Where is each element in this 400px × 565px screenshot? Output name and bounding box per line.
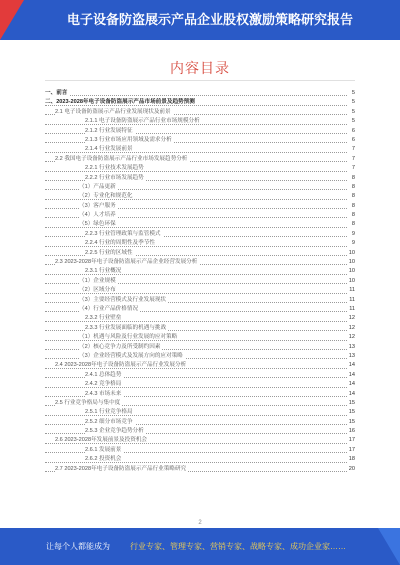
toc-entry[interactable]: [45, 239, 355, 248]
toc-entry-label: （3）企业经营模式及发展方向的应对策略: [79, 352, 183, 359]
toc-entry[interactable]: [45, 249, 355, 258]
toc-entry[interactable]: [45, 408, 355, 417]
footer-slogan-right: 行业专家、管理专家、营销专家、战略专家、成功企业家……: [130, 542, 346, 551]
toc-entry-page: 6: [350, 136, 355, 145]
toc-entry[interactable]: [45, 380, 355, 389]
toc-entry-page: 14: [347, 371, 355, 380]
toc-entry-label: （4）人才培养: [79, 212, 116, 219]
toc-entry-page: 16: [347, 427, 355, 436]
toc-entry-page: 8: [350, 211, 355, 220]
toc-entry-page: 15: [347, 399, 355, 408]
document-title: 电子设备防盗展示产品企业股权激励策略研究报告: [66, 12, 353, 27]
toc-entry-page: 10: [347, 277, 355, 286]
toc-entry[interactable]: [45, 145, 355, 154]
toc-entry-page: 14: [347, 380, 355, 389]
toc-entry[interactable]: [45, 202, 355, 211]
toc-entry-label: 2.4 2023-2028年电子设备防盗展示产品行业发展分析: [55, 362, 187, 369]
page-number: 2: [198, 520, 202, 526]
toc-entry[interactable]: [45, 164, 355, 173]
toc-entry-label: 2.4.3 市场未来: [85, 390, 122, 397]
toc-entry-page: 12: [347, 314, 355, 323]
toc-entry[interactable]: [45, 230, 355, 239]
footer-accent: [378, 528, 400, 565]
toc-entry-page: 8: [350, 183, 355, 192]
toc-entry-page: 17: [347, 436, 355, 445]
toc-entry[interactable]: [45, 98, 355, 107]
toc-entry-label: 2.1.1 电子设备防盗展示产品行业市场规模分析: [85, 118, 200, 125]
toc-entry[interactable]: [45, 220, 355, 229]
toc-entry-label: （4）行业产品价格情况: [79, 305, 139, 312]
toc-entry-page: 5: [350, 117, 355, 126]
toc-entry-page: 8: [350, 220, 355, 229]
toc-entry-label: （1）机遇与风险及行业发展的应对策略: [79, 334, 178, 341]
toc-entry[interactable]: [45, 89, 355, 98]
toc-entry-page: 11: [347, 305, 355, 314]
toc-entry-label: （3）主要经营模式及行业发展现状: [79, 296, 167, 303]
toc-entry-page: 10: [347, 258, 355, 267]
toc-entry[interactable]: [45, 333, 355, 342]
header-banner: [0, 0, 400, 40]
toc-entry-label: （5）绿色环保: [79, 221, 116, 228]
toc-entry[interactable]: [45, 192, 355, 201]
toc-entry-label: 2.1.3 行业市场应用领域及需求分析: [85, 136, 172, 143]
toc-leader-dots: [45, 227, 347, 228]
toc-entry-page: 15: [347, 418, 355, 427]
toc-entry-label: 2.3 2023-2028年电子设备防盗展示产品企业经营发展分析: [55, 259, 198, 266]
toc-entry-page: 14: [347, 361, 355, 370]
toc-entry-label: （3）客户服务: [79, 202, 116, 209]
toc-entry[interactable]: [45, 286, 355, 295]
toc-divider: [45, 80, 355, 81]
toc-entry-page: 14: [347, 390, 355, 399]
toc-entry[interactable]: [45, 305, 355, 314]
toc-entry-label: （2）核心竞争力及所受制约因素: [79, 343, 161, 350]
toc-entry[interactable]: [45, 117, 355, 126]
toc-entry[interactable]: [45, 352, 355, 361]
toc-entry[interactable]: [45, 399, 355, 408]
toc-entry[interactable]: [45, 108, 355, 117]
toc-entry[interactable]: [45, 258, 355, 267]
toc-entry[interactable]: [45, 446, 355, 455]
toc-entry-label: 2.2.5 行业的区域性: [85, 249, 133, 256]
toc-entry-label: 2.3.3 行业发展面临的机遇与挑战: [85, 324, 167, 331]
toc-entry-page: 10: [347, 249, 355, 258]
header-red-accent: [0, 0, 24, 40]
toc-entry-label: 2.5 行业竞争格局与集中度: [55, 399, 121, 406]
toc-entry-page: 5: [350, 98, 355, 107]
toc-entry-page: 8: [350, 202, 355, 211]
toc-entry-label: （2）区域分布: [79, 287, 116, 294]
toc-entry-page: 7: [350, 164, 355, 173]
toc-entry-label: 2.7 2023-2028年电子设备防盗展示产品行业策略研究: [55, 465, 187, 472]
toc-entry-label: 2.6.1 发展前景: [85, 446, 122, 453]
toc-entry[interactable]: [45, 371, 355, 380]
toc-entry-page: 8: [350, 192, 355, 201]
toc-entry-page: 13: [347, 343, 355, 352]
toc-entry-page: 20: [347, 465, 355, 474]
toc-entry-label: 2.2 我国电子设备防盗展示产品行业市场发展趋势分析: [55, 155, 188, 162]
toc-entry-label: 2.6.2 投资机会: [85, 456, 122, 463]
toc-entry[interactable]: [45, 267, 355, 276]
table-of-contents: [45, 89, 355, 501]
toc-entry-page: 7: [350, 145, 355, 154]
toc-entry[interactable]: [45, 465, 355, 474]
toc-entry[interactable]: [45, 427, 355, 436]
toc-entry-page: 6: [350, 127, 355, 136]
toc-entry-label: 2.3.2 行业壁垒: [85, 315, 122, 322]
toc-entry-label: 2.4.2 竞争格局: [85, 381, 122, 388]
toc-entry-label: 2.5.3 企业竞争趋势分析: [85, 428, 144, 435]
toc-entry[interactable]: [45, 324, 355, 333]
toc-entry-label: 二、2023-2028年电子设备防盗展示产品市场前景及趋势预测: [45, 99, 195, 106]
toc-entry-label: （1）产品更新: [79, 183, 116, 190]
toc-entry-page: 9: [350, 239, 355, 248]
toc-entry[interactable]: [45, 418, 355, 427]
toc-entry-page: 18: [347, 455, 355, 464]
toc-entry-label: 2.2.4 行业的周期性及季节性: [85, 240, 155, 247]
toc-entry-label: 2.2.2 行业市场发展趋势: [85, 174, 144, 181]
toc-entry-page: 12: [347, 333, 355, 342]
footer-banner: [0, 528, 400, 565]
toc-entry[interactable]: [45, 136, 355, 145]
toc-entry[interactable]: [45, 155, 355, 164]
toc-entry[interactable]: [45, 361, 355, 370]
toc-entry[interactable]: [45, 127, 355, 136]
toc-heading: 内容目录: [170, 60, 230, 76]
toc-entry-label: 2.2.1 行业技术发展趋势: [85, 165, 144, 172]
toc-entry[interactable]: [45, 436, 355, 445]
toc-entry-page: 12: [347, 324, 355, 333]
toc-entry-label: 2.1.2 行业发展特征: [85, 127, 133, 134]
toc-entry-page: 15: [347, 408, 355, 417]
toc-entry[interactable]: [45, 277, 355, 286]
toc-entry-page: 11: [347, 296, 355, 305]
toc-entry-label: 2.2.3 行业管理政策与监管模式: [85, 230, 161, 237]
toc-entry[interactable]: [45, 211, 355, 220]
toc-entry[interactable]: [45, 174, 355, 183]
footer-slogan-left: 让每个人都能成为: [46, 542, 110, 551]
toc-entry[interactable]: [45, 314, 355, 323]
toc-entry-label: （2）专业化和规范化: [79, 193, 133, 200]
toc-entry-page: 5: [350, 89, 355, 98]
toc-entry-label: 一、前言: [45, 90, 68, 96]
toc-entry-page: 7: [350, 155, 355, 164]
toc-entry[interactable]: [45, 343, 355, 352]
toc-entry-label: 2.3.1 行业概况: [85, 268, 122, 275]
toc-entry-label: 2.6 2023-2028年发展前景及投资机会: [55, 437, 148, 444]
toc-entry[interactable]: [45, 183, 355, 192]
toc-entry[interactable]: [45, 390, 355, 399]
toc-entry-label: 2.5.2 细分市场竞争: [85, 418, 133, 425]
toc-entry-label: 2.1.4 行业发展前景: [85, 146, 133, 153]
toc-entry-page: 9: [350, 230, 355, 239]
toc-entry-page: 11: [347, 286, 355, 295]
toc-entry-page: 5: [350, 108, 355, 117]
toc-entry-label: （1）企业规模: [79, 277, 116, 284]
toc-leader-dots: [45, 95, 347, 96]
toc-entry[interactable]: [45, 296, 355, 305]
toc-entry-label: 2.1 电子设备防盗展示产品行业发展现状及前景: [55, 108, 171, 115]
toc-entry-label: 2.4.1 总体趋势: [85, 371, 122, 378]
toc-entry-page: 10: [347, 267, 355, 276]
toc-entry-page: 8: [350, 174, 355, 183]
toc-entry-label: 2.5.1 行业竞争格局: [85, 409, 133, 416]
toc-entry[interactable]: [45, 455, 355, 464]
toc-entry-page: 13: [347, 352, 355, 361]
toc-entry-page: 17: [347, 446, 355, 455]
